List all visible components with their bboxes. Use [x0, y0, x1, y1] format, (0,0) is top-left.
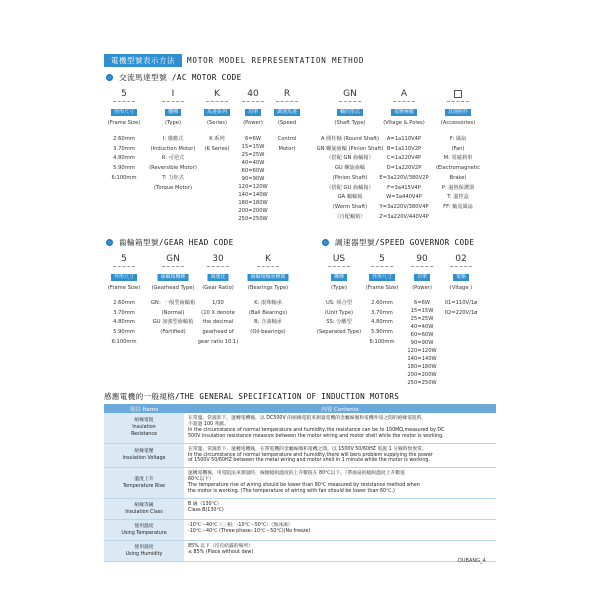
bearings-type-list [249, 299, 287, 338]
governor-frame-list-line: 6:100mm [369, 338, 395, 345]
governor-type-list-line: (Unit Type) [324, 309, 354, 316]
spec-head-item: 項目 Items [104, 404, 184, 413]
code-char: GN [343, 89, 357, 99]
ac-title: 交流馬達型號 /AC MOTOR CODE [119, 73, 242, 82]
voltage-poles-list-line: A=1a110V4P [386, 136, 422, 142]
governor-power-list-line: 140=140W [407, 356, 437, 362]
shaft-type-list-line: （自配蝸箱） [334, 213, 366, 220]
spec-value-cell [184, 413, 496, 443]
code-tag: 減速比 [207, 274, 228, 281]
spec-header-row [104, 404, 496, 413]
code-label: (Gear Ratio) [202, 285, 234, 291]
code-underline [162, 101, 184, 102]
code-underline [371, 266, 393, 267]
code-tag: 電壓極數 [391, 109, 417, 116]
code-tag: 機種 [165, 109, 181, 116]
accessories-list-line: P: 過熱保護器 [441, 184, 475, 191]
code-tag: 外形尺寸 [111, 109, 137, 116]
governor-power-list-line: 60=60W [410, 332, 434, 338]
bullet-icon [106, 239, 113, 246]
code-char: K [265, 254, 271, 264]
bullet-icon [322, 239, 329, 246]
gearhead-type-list-line: GU 加強型齒輪箱 [152, 319, 194, 326]
spec-value-line: B 級（130℃） [188, 501, 222, 507]
voltage-poles-list-line: Z=3a220V/440V4P [379, 213, 429, 220]
spec-value-line: -10℃～40℃ (Three phase:-10℃～50℃)(No freeze) [188, 528, 311, 534]
spec-row [104, 413, 496, 443]
spec-key-cell [104, 540, 184, 561]
code-underline [393, 101, 415, 102]
spec-value-line: of 1500V 50/60HZ between the metal wiring and motor shell in 1 minute while the motor is working. [188, 458, 430, 464]
voltage-poles-list-line: B=1a110V2P [386, 145, 422, 152]
spec-key-en: Insulation [132, 425, 156, 431]
page-header [104, 54, 500, 67]
code-char: US [332, 254, 346, 264]
spec-value-cell [184, 519, 496, 540]
gearhead-type-list-line: (Fortified) [160, 329, 186, 336]
speed-control-list [278, 135, 297, 154]
code-underline [411, 266, 433, 267]
code-char: 5 [379, 254, 385, 264]
frame-size-list-line: 2.60mm [113, 136, 135, 142]
type-list-line: R: 可逆式 [161, 155, 185, 162]
code-tag: 其他附件 [445, 109, 471, 116]
governor-power-list-line: 200=200W [407, 372, 437, 378]
code-tag: 軸的形式 [337, 109, 363, 116]
speed-title: 調速器型號/SPEED GOVERNOR CODE [335, 238, 475, 247]
power-list-line: 140=140W [238, 192, 268, 198]
gear-frame-size-list [111, 299, 136, 348]
spec-value-cell [184, 540, 496, 561]
spec-key-en: Insulation Class [125, 509, 163, 515]
code-underline [450, 266, 472, 267]
spec-key-zh: 溫度上升 [134, 477, 154, 483]
speed-section-title [322, 237, 474, 248]
code-underline [328, 266, 350, 267]
bearings-type-list-line: K: 滾珠軸承 [254, 300, 282, 306]
gearhead-type-list [151, 299, 195, 338]
code-char: A [400, 89, 408, 99]
spec-key-zh: 絕緣電阻 [134, 418, 154, 424]
voltage-poles-list-line: C=1a220V4P [386, 155, 422, 162]
code-tag: 外形尺寸 [111, 274, 137, 281]
gear-ratio-list [198, 299, 239, 348]
spec-key-zh: 使用濕度 [134, 544, 154, 550]
spec-key-en: Insulation Voltage [122, 456, 166, 462]
code-char: 5 [121, 254, 127, 264]
accessories-list-line: M: 電磁剎車 [443, 155, 473, 162]
spec-head-contents: 內容 Contents [184, 404, 496, 413]
speed-control-list-line: Control [277, 136, 297, 142]
code-underline [113, 266, 135, 267]
governor-power-list-line: 180=180W [407, 364, 437, 370]
type-list-line: I: 感應式 [162, 136, 184, 142]
spec-table [104, 404, 496, 562]
spec-value-line: 85% 以下（沒有結露的場所） [188, 543, 253, 549]
spec-value-line: In the circumstance of normal temperature and humidity,the resistance can be to 100MΩ,measured by DC [188, 427, 445, 433]
header-zh: 電機型號表示方法 [104, 54, 182, 67]
accessory-box-icon [454, 90, 462, 98]
shaft-type-list-line: (Worm Shaft) [332, 203, 368, 210]
shaft-type-list-line: （搭配 GN 齒輪箱） [326, 155, 374, 162]
gear-ratio-list-line: 1/30 [212, 300, 224, 306]
code-label: (Accessories) [440, 120, 476, 126]
spec-key-zh: 絕緣等級 [134, 502, 154, 508]
frame-size-list-line: 6:100mm [111, 174, 137, 181]
code-label: (Type) [165, 120, 181, 126]
shaft-type-list-line: GN 螺旋齒輪 (Pinion Shaft) [316, 145, 384, 152]
governor-power-list-line: 25=25W [410, 316, 434, 322]
type-list [149, 135, 197, 193]
bearings-type-list-line: (Ball Bearings) [248, 309, 288, 316]
spec-value-line: -10℃～40℃（三相：-10℃～50℃）（無冰凍） [188, 522, 293, 528]
code-tag: 齒輪箱軸承種類 [247, 274, 288, 281]
type-list-line: (Torque Motor) [154, 184, 192, 191]
shaft-type-list-line: （搭配 GU 齒輪箱） [326, 184, 374, 191]
gear-frame-size-list-line: 5.90mm [113, 329, 135, 336]
voltage-poles-list-line: E=3a220V/380V2P [379, 174, 429, 181]
voltage-poles-list-line: Y=3a220V/380V4P [379, 203, 429, 210]
governor-type-list [317, 299, 361, 338]
spec-key-cell [104, 443, 184, 468]
shaft-type-list-line: A 圓柱軸 (Round Shaft) [320, 136, 380, 142]
governor-power-list [407, 299, 436, 387]
type-list-line: (Reversible Motor) [149, 165, 197, 172]
code-label: (Frame Size) [365, 285, 399, 291]
power-list-line: 180=180W [238, 200, 268, 206]
voltage-poles-list [379, 135, 428, 222]
spec-value-line: ≤ 85% (Place without dew) [188, 549, 254, 555]
accessories-list-line: Brake) [449, 174, 467, 181]
bullet-icon [106, 74, 113, 81]
gear-section-title [106, 237, 234, 248]
spec-key-en: Using Temperature [121, 530, 167, 536]
code-tag: 機種 [331, 274, 347, 281]
code-char: I [171, 89, 175, 99]
power-list-line: 250=250W [238, 216, 268, 222]
shaft-type-list-line: GU 螺旋齒輪 [334, 165, 366, 172]
code-label: (Frame Size) [107, 120, 141, 126]
accessories-list-line: (Fan) [451, 145, 465, 152]
spec-value-line: the motor is working. (The temperature of wiring with fan should be lower than 60℃.) [188, 489, 395, 495]
accessories-list-line: T: 溫控盒 [447, 194, 469, 201]
code-char: K [214, 89, 220, 99]
spec-value-line: 運轉電機後，用電阻法來測量時，線圈繞組溫度的上升數值在 80℃以下。（帶風扇的繞組溫度上升數值 [188, 471, 405, 477]
governor-voltage-list [445, 299, 478, 318]
spec-value-line: 在常溫、常濕狀下，運轉電機後，在帶電機的金屬線圈和電機之間，以 1500V 50/60HZ 電施 1 分鐘時無異常。 [188, 446, 427, 452]
speed-control-list-line: Motor) [278, 145, 296, 152]
frame-size-list [111, 135, 136, 184]
code-char: R [283, 89, 291, 99]
voltage-poles-list-line: D=1a220V2P [386, 165, 422, 172]
code-tag: 電壓 [453, 274, 469, 281]
governor-frame-list-line: 3.70mm [371, 309, 393, 316]
governor-power-list-line: 6=6W [413, 300, 431, 306]
spec-key-cell [104, 519, 184, 540]
code-char: 30 [212, 254, 224, 264]
gear-ratio-list-line: gear ratio 10:1) [197, 338, 239, 345]
code-tag: 調速馬達 [274, 109, 300, 116]
power-list-line: 200=200W [238, 208, 268, 214]
frame-size-list-line: 3.70mm [113, 145, 135, 152]
power-list-line: 60=60W [241, 168, 265, 174]
series-list-line: K 系列 [209, 136, 225, 142]
code-label: (Bearings Type) [247, 285, 289, 291]
governor-voltage-list-line: 01=110V/1ø [444, 300, 478, 306]
spec-value-cell [184, 443, 496, 468]
spec-value-line: 不超過 100 兆歐。 [188, 421, 229, 427]
governor-frame-list [369, 299, 394, 348]
code-char: 40 [247, 89, 259, 99]
spec-value-line: 60℃以下） [188, 477, 214, 483]
power-list-line: 40=40W [241, 160, 265, 166]
governor-frame-list-line: 5.90mm [371, 329, 393, 336]
spec-value-line: 在常溫、常濕狀下，運轉電機後，以 DC500V 的絕緣電阻來測量電機的金屬線圈和電機外殼之間的絕緣電阻時， [188, 416, 427, 421]
spec-row [104, 443, 496, 468]
gear-title: 齒輪箱型號/GEAR HEAD CODE [119, 238, 234, 247]
spec-key-en2: Resistance [131, 432, 157, 438]
spec-row [104, 519, 496, 540]
gear-ratio-list-line: the decimal [202, 319, 234, 326]
governor-type-list-line: (Separated Type) [316, 329, 362, 336]
power-list-line: 90=90W [241, 176, 265, 182]
spec-key-en: Using Humidity [125, 551, 163, 557]
governor-power-list-line: 40=40W [410, 324, 434, 330]
frame-size-list-line: 5.90mm [113, 165, 135, 172]
spec-value-cell [184, 498, 496, 519]
power-list-line: 15=15W [241, 144, 265, 150]
governor-power-list-line: 250=250W [407, 380, 437, 386]
code-label: (Series) [206, 120, 228, 126]
spec-key-zh: 使用溫度 [134, 523, 154, 529]
code-tag: 功率 [245, 109, 261, 116]
code-char: 5 [121, 89, 127, 99]
code-label: (Speed [277, 120, 297, 126]
code-underline [257, 266, 279, 267]
spec-key-zh: 絕緣電壓 [134, 449, 154, 455]
governor-frame-list-line: 4.80mm [371, 319, 393, 326]
accessories-list-line: F: 風扇 [449, 136, 467, 142]
governor-voltage-list-line: 02=220V/1ø [444, 309, 478, 316]
accessories-list [436, 135, 480, 213]
gear-frame-size-list-line: 2.60mm [113, 300, 135, 306]
spec-value-line: In the circumstance of normal temperature and humidity,there will bero problem supplying the power [188, 452, 433, 458]
gearhead-type-list-line: GN：一般型齒輪箱 [150, 300, 196, 306]
governor-power-list-line: 90=90W [410, 340, 434, 346]
ac-section-title [106, 72, 242, 83]
governor-type-list-line: US: 組合型 [325, 300, 353, 306]
code-underline [276, 101, 298, 102]
power-list-line: 120=120W [238, 184, 268, 190]
voltage-poles-list-line: W=3a440V4P [386, 194, 422, 201]
shaft-type-list-line: (Pinion Shaft) [332, 174, 368, 181]
code-label: (Vltage & Poles) [383, 120, 425, 126]
code-underline [162, 266, 184, 267]
frame-size-list-line: 4.80mm [113, 155, 135, 162]
power-list-line: 6=6W [244, 136, 262, 142]
code-label: (Gearhead Type) [151, 285, 195, 291]
gear-ratio-list-line: gearhead of [202, 329, 234, 336]
power-list-line: 25=25W [241, 152, 265, 158]
governor-type-list-line: SS: 分離型 [326, 319, 352, 326]
gear-ratio-list-line: (10 X denote [201, 309, 235, 316]
power-list [238, 135, 267, 223]
governor-power-list-line: 15=15W [410, 308, 434, 314]
gear-frame-size-list-line: 4.80mm [113, 319, 135, 326]
bearings-type-list-line: B: 含油軸承 [254, 319, 282, 326]
code-label: (Frame Size) [107, 285, 141, 291]
spec-value-cell [184, 468, 496, 499]
governor-frame-list-line: 2.60mm [371, 300, 393, 306]
spec-value-line: Class B(130℃) [188, 507, 224, 513]
accessories-list-line: (Electromagnetic [435, 165, 481, 172]
code-char: 02 [455, 254, 467, 264]
code-tag: 外形尺寸 [369, 274, 395, 281]
code-underline [113, 101, 135, 102]
code-label: (Shaft Type) [334, 120, 366, 126]
code-label: (Power) [412, 285, 432, 291]
code-label: (Type) [331, 285, 347, 291]
spec-row [104, 468, 496, 499]
spec-key-en: Temperature Rise [122, 484, 166, 490]
type-list-line: (Induction Motor) [150, 145, 196, 152]
code-char: 90 [416, 254, 428, 264]
spec-value-line: 500V insulation resistance measure between the motor wiring and motor shell while the motor is working. [188, 433, 444, 439]
code-underline [447, 101, 469, 102]
spec-value-line: The temperature rise of wiring should be lower than 80℃ measured by resistance method when [188, 483, 420, 489]
bearings-type-list-line: (Oil-bearings) [250, 329, 286, 336]
gear-frame-size-list-line: 3.70mm [113, 309, 135, 316]
governor-power-list-line: 120=120W [407, 348, 437, 354]
code-underline [339, 101, 361, 102]
code-underline [207, 266, 229, 267]
shaft-type-list-line: GA 蝸輪箱 [337, 194, 363, 201]
header-en: MOTOR MODEL REPRESENTATION METHOD [187, 56, 365, 65]
general-title: 感應電機的一般規格/THE GENERAL SPECIFICATION OF INDUCTION MOTORS [104, 392, 400, 401]
series-list-line: (K Series) [204, 145, 230, 152]
spec-row [104, 540, 496, 561]
code-tag: 功率 [414, 274, 430, 281]
page-number: DUBANG_4 [458, 558, 486, 564]
code-tag: 齒輪箱機種 [157, 274, 188, 281]
gearhead-type-list-line: (Normal) [161, 309, 185, 316]
code-underline [206, 101, 228, 102]
code-char: GN [166, 254, 180, 264]
series-list [204, 135, 229, 154]
spec-key-cell [104, 413, 184, 443]
code-tag: 馬達系列 [204, 109, 230, 116]
spec-key-cell [104, 468, 184, 499]
code-label: (Power) [243, 120, 263, 126]
gear-frame-size-list-line: 6:100mm [111, 338, 137, 345]
accessories-list-line: FF: 軸流風扇 [443, 203, 473, 210]
spec-key-cell [104, 498, 184, 519]
spec-row [104, 498, 496, 519]
type-list-line: T: 力矩式 [162, 174, 184, 181]
code-underline [242, 101, 264, 102]
shaft-type-list [317, 135, 384, 222]
voltage-poles-list-line: F=3a415V4P [387, 184, 421, 191]
code-label: (Vltage ) [449, 285, 473, 291]
